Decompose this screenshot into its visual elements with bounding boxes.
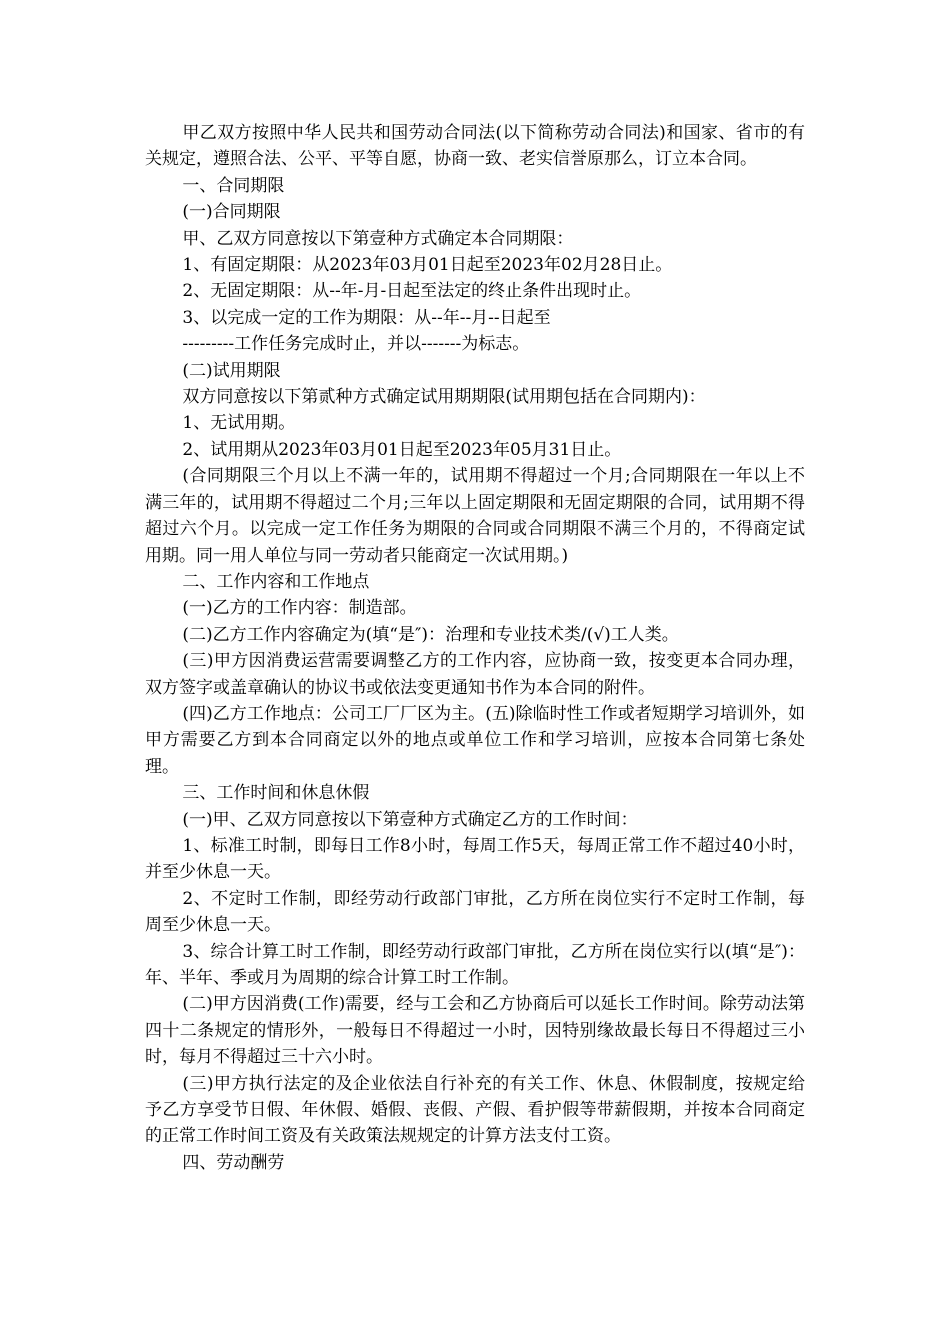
intro-paragraph: 甲乙双方按照中华人民共和国劳动合同法(以下简称劳动合同法)和国家、省市的有关规定，遵照合法、公平、平等自愿，协商一致、老实信誉原那么，订立本合同。 bbox=[145, 123, 805, 170]
paragraph: ---------工作任务完成时止，并以-------为标志。 bbox=[182, 334, 530, 355]
list-item: 2、不定时工作制，即经劳动行政部门审批，乙方所在岗位实行不定时工作制，每周至少休息一天。 bbox=[145, 888, 805, 936]
paragraph: 双方同意按以下第贰种方式确定试用期期限(试用期包括在合同期内)： bbox=[182, 387, 706, 408]
paragraph: (四)乙方工作地点：公司工厂厂区为主。(五)除临时性工作或者短期学习培训外，如甲方需要乙方到本合同商定以外的地点或单位工作和学习培训，应按本合同第七条处理。 bbox=[145, 703, 805, 777]
subsection-heading: (二)试用期限 bbox=[182, 360, 281, 381]
subsection-heading: (一)合同期限 bbox=[182, 202, 281, 223]
paragraph: (三)甲方执行法定的及企业依法自行补充的有关工作、休息、休假制度，按规定给予乙方享受节日假、年休假、婚假、丧假、产假、看护假等带薪假期，并按本合同商定的正常工作时间工资及有关政策法规规定的计算方法支付工资。 bbox=[145, 1073, 805, 1147]
paragraph: (二)乙方工作内容确定为(填“是″)：治理和专业技术类/(√)工人类。 bbox=[182, 624, 679, 645]
list-item: 2、无固定期限：从--年-月-日起至法定的终止条件出现时止。 bbox=[182, 281, 642, 302]
list-item: 1、有固定期限：从2023年03月01日起至2023年02月28日止。 bbox=[182, 255, 673, 276]
list-item: 2、试用期从2023年03月01日起至2023年05月31日止。 bbox=[182, 439, 622, 460]
section-heading-remuneration: 四、劳动酬劳 bbox=[182, 1152, 285, 1173]
section-heading-work-content: 二、工作内容和工作地点 bbox=[182, 571, 370, 592]
list-item: 1、标准工时制，即每日工作8小时，每周工作5天，每周正常工作不超过40小时，并至少休息一天。 bbox=[145, 835, 805, 883]
document-page bbox=[145, 120, 805, 1176]
paragraph: (合同期限三个月以上不满一年的，试用期不得超过一个月;合同期限在一年以上不满三年的，试用期不得超过二个月;三年以上固定期限和无固定期限的合同，试用期不得超过六个月。以完成一定工作任务为期限的合同或合同期限不满三个月的，不得商定试用期。同一用人单位与同一劳动者只能商定一次试用期。) bbox=[145, 466, 805, 566]
list-item: 3、综合计算工时工作制，即经劳动行政部门审批，乙方所在岗位实行以(填“是″)：年、半年、季或月为周期的综合计算工时工作制。 bbox=[145, 941, 805, 988]
section-heading-working-hours: 三、工作时间和休息休假 bbox=[182, 783, 370, 804]
list-item: 3、以完成一定的工作为期限：从--年--月--日起至 bbox=[182, 307, 551, 328]
paragraph: (三)甲方因消费运营需要调整乙方的工作内容，应协商一致，按变更本合同办理，双方签字或盖章确认的协议书或依法变更通知书作为本合同的附件。 bbox=[145, 651, 805, 698]
paragraph: (一)甲、乙双方同意按以下第壹种方式确定乙方的工作时间： bbox=[182, 809, 638, 830]
list-item: 1、无试用期。 bbox=[182, 413, 296, 434]
paragraph: (二)甲方因消费(工作)需要，经与工会和乙方协商后可以延长工作时间。除劳动法第四十二条规定的情形外，一般每日不得超过一小时，因特别缘故最长每日不得超过三小时，每月不得超过三十六小时。 bbox=[145, 994, 805, 1068]
section-heading-contract-term: 一、合同期限 bbox=[182, 175, 285, 196]
paragraph: (一)乙方的工作内容：制造部。 bbox=[182, 598, 417, 619]
paragraph: 甲、乙双方同意按以下第壹种方式确定本合同期限： bbox=[182, 228, 574, 249]
